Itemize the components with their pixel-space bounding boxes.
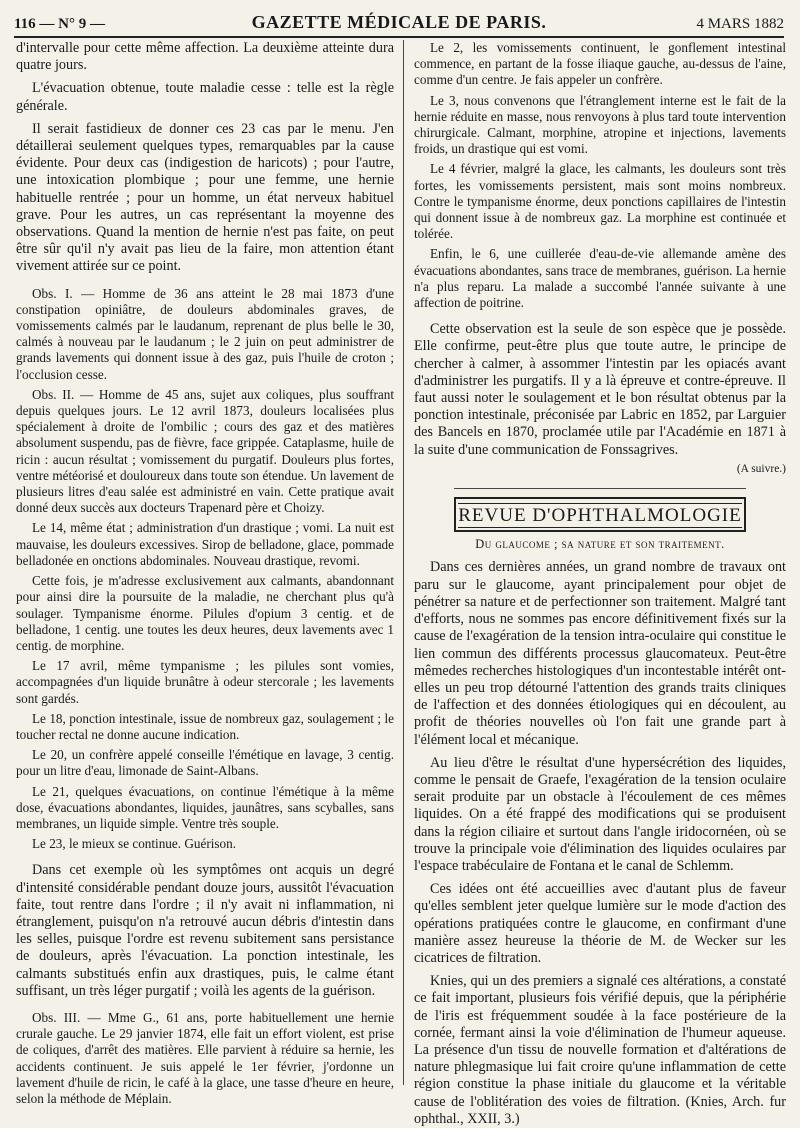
page-header xyxy=(14,6,784,38)
page-number: 116 — N° 9 — xyxy=(14,16,106,32)
left-column xyxy=(16,40,394,1106)
column-divider xyxy=(403,40,404,1085)
paragraph: Dans ces dernières années, un grand nombre de travaux ont paru sur le glaucome, ayant principalement pour objet de pénétrer sa nature et de perfectionner son traitement. Malgré tant d'efforts, nous ne sommes pas encore définitivement fixés sur la cause de l'exagération de la tension intra-oculaire qui constitue le lien commun des différents processus glaucomateux. Peut-être mêmedes recherches histologiques d'un incontestable intérêt ont-elles un peu trop détourné l'attention des grands traits cliniques de l'affection et des données étiologiques qui en découlent, au profit de théories nouvelles où l'on fait une grande part à l'élément local et mécanique. xyxy=(414,559,786,748)
paragraph: Obs. III. — Mme G., 61 ans, porte habituellement une hernie crurale gauche. Le 29 janvier 1874, elle fait un effort violent, est prise de coliques, d'arrêt des matières. Elle parvient à réduire sa hernie, les accidents continuent. Je suis appelé le 1er février, j'ordonne un lavement d'huile de ricin, le café à la glace, une tasse d'heure en heure, selon la méthode de Méplain. xyxy=(16,1009,394,1106)
paragraph: Le 18, ponction intestinale, issue de nombreux gaz, soulagement ; le toucher rectal ne donne aucune indication. xyxy=(16,710,394,742)
paragraph: Il serait fastidieux de donner ces 23 cas par le menu. J'en détaillerai seulement quelques types, remarquables par la cause évidente. Pour deux cas (indigestion de haricots) ; pour l'autre, une intoxication plombique ; pour une femme, une hernie habituelle rentrée ; pour un homme, un état nerveux habituel grave. Pour les autres, un cas représentant la moyenne des observations. Quand la mention de hernie n'est pas faite, on peut être sûr qu'il n'y avait pas lieu de la faire, mon attention étant vivement attirée sur ce point. xyxy=(16,120,394,275)
article-subheading: Du glaucome ; sa nature et son traitement. xyxy=(475,537,725,552)
paragraph: Au lieu d'être le résultat d'une hypersécrétion des liquides, comme le pensait de Graefe, l'exagération de la tension oculaire serait produite par un obstacle à l'écoulement de ces mêmes liquides. On a été frappé des modifications qui se produisent dans la région ciliaire et surtout dans l'angle iridocornéen, où se trouve la principale voie d'élimination des liquides oculaires par l'espace trabéculaire de Fontana et le canal de Schlemm. xyxy=(414,754,786,874)
journal-title: GAZETTE MÉDICALE DE PARIS. xyxy=(251,12,547,32)
paragraph: Le 4 février, malgré la glace, les calmants, les douleurs sont très fortes, les vomissements persistent, mais sont moins nombreux. Contre le tympanisme énorme, deux ponctions capillaires de l'intestin qui donnent issue à de nombreux gaz. La morphine est continuée et tolérée. xyxy=(414,161,786,242)
paragraph: Le 17 avril, même tympanisme ; les pilules sont vomies, accompagnées d'un liquide brunâtre à odeur stercorale ; les lavements sont gardés. xyxy=(16,658,394,706)
paragraph: L'évacuation obtenue, toute maladie cesse : telle est la règle générale. xyxy=(16,80,394,114)
paragraph: Le 23, le mieux se continue. Guérison. xyxy=(32,836,236,852)
paragraph: Cette fois, je m'adresse exclusivement aux calmants, abandonnant pour ainsi dire la poursuite de la maladie, ne cherchant plus qu'à soulager. Tympanisme énorme. Pilules d'opium 3 centig. et de belladone, 1 centig. une toutes les deux heures, deux lavements avec 1 centig. de morphine. xyxy=(16,573,394,653)
paragraph: d'intervalle pour cette même affection. La deuxième atteinte dura quatre jours. xyxy=(16,40,394,74)
issue-date: 4 MARS 1882 xyxy=(696,16,784,32)
paragraph: Le 2, les vomissements continuent, le gonflement intestinal commence, en partant de la fosse iliaque gauche, au-dessus de l'aine, comme d'un centre. Je fais appeler un confrère. xyxy=(414,40,786,88)
to-be-continued: (A suivre.) xyxy=(736,462,786,475)
paragraph: Enfin, le 6, une cuillerée d'eau-de-vie allemande amène des évacuations abondantes, sans trace de membranes, guérison. La hernie n'a plus reparu. La malade a succombé l'année suivante à une affection de poitrine. xyxy=(414,246,786,311)
paragraph: Dans cet exemple où les symptômes ont acquis un degré d'intensité considérable pendant douze jours, aussitôt l'évacuation faite, tout rentre dans l'ordre ; il n'y avait ni inflammation, ni étranglement, puisqu'on n'a retrouvé aucun débris d'intestin dans les selles, puisque l'ordre est revenu subitement sans persistance de douleurs, après l'évacuation. La ponction intestinale, les calmants substitués enfin aux drastiques, puis, le calme étant suffisant, un très léger purgatif ; voilà les agents de la guérison. xyxy=(16,862,394,999)
section-header-box xyxy=(454,497,746,532)
section-rule xyxy=(454,488,746,489)
paragraph: Ces idées ont été accueillies avec d'autant plus de faveur qu'elles semblent jeter quelque lumière sur le mode d'action des opérations pratiquées contre le glaucome, en confirmant d'une manière assez heureuse la théorie de M. de Wecker sur les cicatrices de filtration. xyxy=(414,881,786,966)
paragraph: Obs. I. — Homme de 36 ans atteint le 28 mai 1873 d'une constipation opiniâtre, de douleurs abdominales graves, de vomissements calmés par le laudanum, reprenant de plus belle le 30, calmés à nouveau par le laudanum ; le 2 juin on peut administrer de grands lavements qui donnent issue à des gaz, puis l'huile de croton ; l'occlusion cesse. xyxy=(16,285,394,382)
paragraph: Knies, qui un des premiers a signalé ces altérations, a constaté ce fait important, plusieurs fois vérifié depuis, que la périphérie de l'iris est fréquemment soudée à la face postérieure de la cornée, fermant ainsi la voie d'élimination de l'humeur aqueuse. La présence d'un tissu de nouvelle formation et d'altérations de nature phlegmasique lui fait croire qu'une inflammation de cette région constitue la phase initiale du glaucome et la véritable cause de l'oblitération des voies de filtration. (Knies, Arch. fur ophthal., XXII, 3.) xyxy=(414,973,786,1127)
paragraph: Le 14, même état ; administration d'un drastique ; vomi. La nuit est mauvaise, les douleurs excessives. Sirop de belladone, glace, pommade belladonée en onctions abdominales. Nouveau drastique, revomi. xyxy=(16,520,394,568)
paragraph: Cette observation est la seule de son espèce que je possède. Elle confirme, peut-être plus que toute autre, le principe de chercher à calmer, à assommer l'intestin par les opiacés avant d'administrer les purgatifs. Il y a là épreuve et contre-épreuve. Il faut aussi noter le soulagement et le bon résultat obtenus par la ponction intestinale, préconisée par Labric en 1852, par Larguier des Bancels en 1870, proclamée utile par l'Académie en 1871 à la suite d'une communication de Fonssagrives. xyxy=(414,321,786,458)
paragraph: Obs. II. — Homme de 45 ans, sujet aux coliques, plus souffrant depuis quelques jours. Le 12 avril 1873, douleurs localisées plus spécialement à droite de l'ombilic ; cours des gaz et des matières absolument suspendu, pas de fièvre, face grippée. Cataplasme, huile de ricin : aucun résultat ; vomissement du purgatif. Douleurs plus fortes, ventre météorisé et douloureux dans toute son étendue. Un lavement de plusieurs litres d'eau salée est administré en vain. Cette pratique avait donné deux succès aux docteurs Trapenard père et Choizy. xyxy=(16,386,394,516)
paragraph: Le 3, nous convenons que l'étranglement interne est le fait de la hernie réduite en masse, nous renvoyons à plus tard toute intervention chirurgicale. Calmant, morphine, atropine et injections, lavements froids, un drastique qui est vomi. xyxy=(414,92,786,157)
paragraph: Le 21, quelques évacuations, on continue l'émétique à la même dose, évacuations abondantes, liquides, jaunâtres, sans scyballes, sans membranes, un liquide simple. Ventre très souple. xyxy=(16,783,394,831)
paragraph: Le 20, un confrère appelé conseille l'émétique en lavage, 3 centig. pour un litre d'eau, limonade de Saint-Albans. xyxy=(16,747,394,779)
section-title: REVUE D'OPHTHALMOLOGIE xyxy=(458,503,742,528)
right-column xyxy=(414,40,786,1127)
